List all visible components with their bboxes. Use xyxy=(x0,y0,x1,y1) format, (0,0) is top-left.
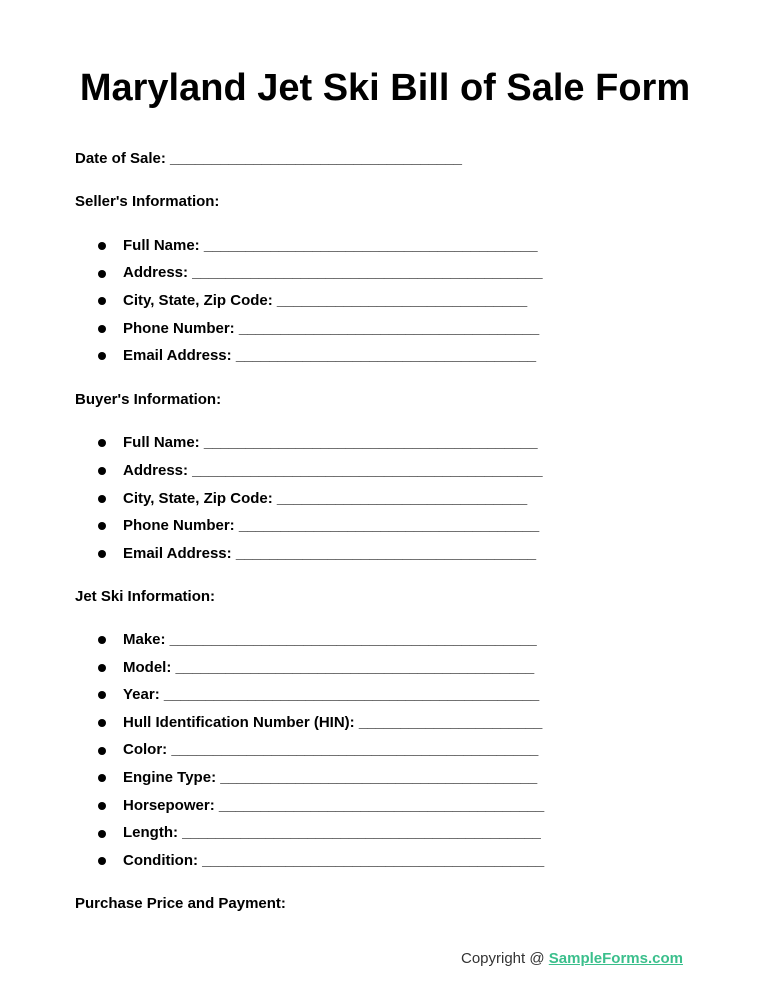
jetski-color-field[interactable]: Color: ____________________________________________ xyxy=(123,741,539,758)
bullet xyxy=(98,802,106,810)
bullet xyxy=(98,719,106,727)
jetski-year-field[interactable]: Year: _____________________________________________ xyxy=(123,686,540,703)
bullet xyxy=(98,325,106,333)
bullet xyxy=(98,495,106,503)
date-of-sale-field[interactable]: Date of Sale: ___________________________________ xyxy=(75,150,463,167)
jetski-hin-field[interactable]: Hull Identification Number (HIN): ______________________ xyxy=(123,714,543,731)
buyer-phone-field[interactable]: Phone Number: ____________________________________ xyxy=(123,517,540,534)
bullet xyxy=(98,550,106,558)
page-title: Maryland Jet Ski Bill of Sale Form xyxy=(79,67,691,109)
buyer-email-field[interactable]: Email Address: ____________________________________ xyxy=(123,545,537,562)
seller-email-field[interactable]: Email Address: ____________________________________ xyxy=(123,347,537,364)
jetski-heading: Jet Ski Information: xyxy=(75,588,216,605)
bullet xyxy=(98,352,106,360)
seller-city-state-zip-field[interactable]: City, State, Zip Code: ______________________________ xyxy=(123,292,528,309)
jetski-length-field[interactable]: Length: ___________________________________________ xyxy=(123,824,541,841)
bullet xyxy=(98,522,106,530)
jetski-engine-type-field[interactable]: Engine Type: ______________________________________ xyxy=(123,769,538,786)
buyer-city-state-zip-field[interactable]: City, State, Zip Code: ______________________________ xyxy=(123,490,528,507)
bullet xyxy=(98,636,106,644)
jetski-model-field[interactable]: Model: ___________________________________________ xyxy=(123,659,535,676)
bullet xyxy=(98,467,106,475)
bullet xyxy=(98,691,106,699)
jetski-horsepower-field[interactable]: Horsepower: _______________________________________ xyxy=(123,797,545,814)
buyer-full-name-field[interactable]: Full Name: ________________________________________ xyxy=(123,434,538,451)
seller-full-name-field[interactable]: Full Name: ________________________________________ xyxy=(123,237,538,254)
buyer-address-field[interactable]: Address: __________________________________________ xyxy=(123,462,543,479)
bullet xyxy=(98,270,106,278)
bullet xyxy=(98,857,106,865)
purchase-heading: Purchase Price and Payment: xyxy=(75,895,286,912)
bullet xyxy=(98,830,106,838)
bullet xyxy=(98,747,106,755)
bullet xyxy=(98,242,106,250)
buyer-heading: Buyer's Information: xyxy=(75,391,222,408)
footer-copyright xyxy=(461,949,683,969)
seller-phone-field[interactable]: Phone Number: ____________________________________ xyxy=(123,320,540,337)
copyright-text: Copyright @ xyxy=(461,950,549,967)
jetski-condition-field[interactable]: Condition: _________________________________________ xyxy=(123,852,545,869)
bullet xyxy=(98,439,106,447)
bullet xyxy=(98,664,106,672)
jetski-make-field[interactable]: Make: ____________________________________________ xyxy=(123,631,537,648)
brand-link[interactable]: SampleForms.com xyxy=(548,950,683,967)
seller-address-field[interactable]: Address: __________________________________________ xyxy=(123,264,543,281)
bullet xyxy=(98,297,106,305)
seller-heading: Seller's Information: xyxy=(75,193,220,210)
bullet xyxy=(98,774,106,782)
